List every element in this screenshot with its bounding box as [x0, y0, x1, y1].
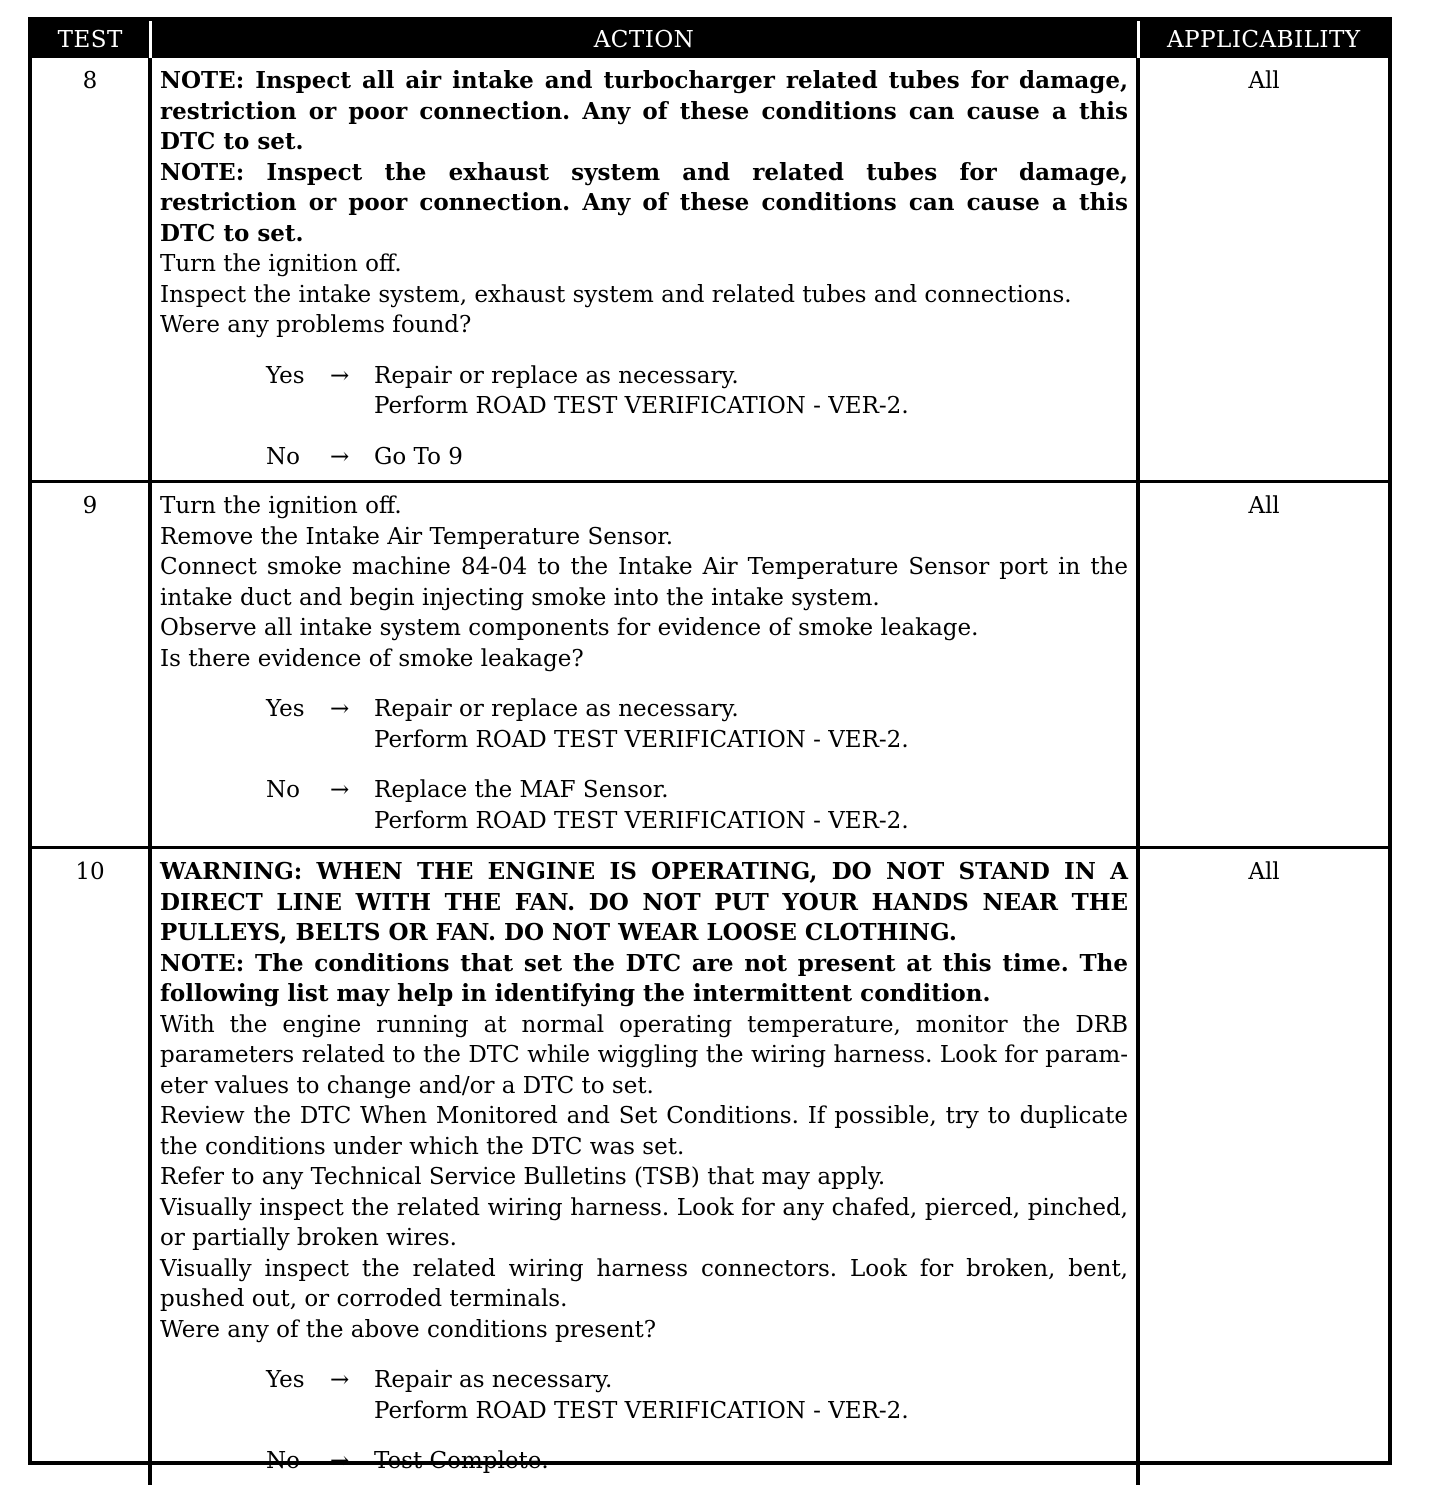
header-applicability: APPLICABILITY: [1138, 21, 1388, 58]
instruction-text: Were any problems found?: [160, 312, 472, 338]
test-number: 9: [32, 482, 150, 848]
result-text: Repair as necessary.: [374, 1367, 613, 1393]
arrow-right-icon: →: [330, 1367, 350, 1393]
yes-branch: [266, 361, 1128, 422]
no-result: [374, 1446, 1128, 1477]
no-result: [374, 442, 1128, 473]
instruction-text: Visually inspect the related wiring harness connectors. Look for broken, bent, pushed out, or corroded terminals.: [160, 1255, 1128, 1312]
test-number: 8: [32, 58, 150, 482]
instruction-text: Inspect the intake system, exhaust system and related tubes and connections.: [160, 281, 1072, 308]
no-branch: [266, 1446, 1128, 1477]
test-table: [32, 21, 1388, 1485]
table-row: [32, 848, 1388, 1485]
no-branch: [266, 775, 1128, 836]
table-row: [32, 482, 1388, 848]
arrow-right-icon: →: [330, 1448, 350, 1474]
note-text: NOTE: The conditions that set the DTC are not present at this time. The following list may help in identifying the intermittent condition.: [160, 949, 1128, 1007]
no-result: [374, 775, 1128, 836]
note-text: WARNING: WHEN THE ENGINE IS OPERATING, DO NOT STAND IN A DIRECT LINE WITH THE FAN. DO NOT PUT YOUR HANDS NEAR THE PULLEYS, BELTS OR FAN. DO NOT WEAR LOOSE CLOTHING.: [160, 858, 1128, 946]
instruction-text: With the engine running at normal operating temperature, monitor the DRB parameters related to the DTC while wiggling the wiring harness. Look for parameter values to change and/or a DTC to set.: [160, 1011, 1128, 1099]
arrow-right-icon: →: [330, 777, 350, 803]
instruction-text: Refer to any Technical Service Bulletins (TSB) that may apply.: [160, 1164, 886, 1190]
table-row: [32, 58, 1388, 482]
yes-label: Yes: [266, 696, 305, 722]
instruction-text: Observe all intake system components for evidence of smoke leakage.: [160, 615, 979, 641]
applicability-value: All: [1248, 859, 1280, 885]
no-label: No: [266, 443, 300, 470]
result-text: Perform ROAD TEST VERIFICATION - VER-2.: [374, 726, 909, 753]
arrow-right-icon: →: [330, 443, 350, 470]
instruction-text: Were any of the above conditions present?: [160, 1316, 657, 1343]
result-text: Perform ROAD TEST VERIFICATION - VER-2.: [374, 1397, 909, 1424]
instruction-text: Turn the ignition off.: [160, 493, 402, 519]
instruction-text: Connect smoke machine 84-04 to the Intake Air Temperature Sensor port in the intake duct and begin injecting smoke into the intake system.: [160, 554, 1128, 611]
action-cell: [150, 482, 1138, 848]
diagnostic-test-table: [28, 17, 1392, 1474]
yes-label: Yes: [266, 362, 305, 389]
result-text: Perform ROAD TEST VERIFICATION - VER-2.: [374, 393, 909, 419]
instruction-text: Visually inspect the related wiring harness. Look for any chafed, pierced, pinched, or partially broken wires.: [160, 1194, 1128, 1251]
applicability-value: All: [1248, 68, 1280, 94]
no-branch: [266, 442, 1128, 473]
yes-result: [374, 694, 1128, 755]
action-cell: [150, 848, 1138, 1485]
arrow-right-icon: →: [330, 696, 350, 722]
action-cell: [150, 58, 1138, 482]
result-text: Go To 9: [374, 443, 463, 470]
result-text: Perform ROAD TEST VERIFICATION - VER-2.: [374, 807, 909, 834]
note-text: NOTE: Inspect the exhaust system and related tubes for damage, restriction or poor connection. Any of these conditions can cause a this DTC to set.: [160, 158, 1128, 247]
instruction-text: Review the DTC When Monitored and Set Conditions. If possible, try to duplicate the conditions under which the DTC was set.: [160, 1103, 1128, 1160]
instruction-text: Is there evidence of smoke leakage?: [160, 645, 584, 672]
arrow-right-icon: →: [330, 362, 350, 389]
yes-result: [374, 361, 1128, 422]
no-label: No: [266, 1448, 300, 1474]
instruction-text: Remove the Intake Air Temperature Sensor.: [160, 523, 674, 550]
yes-branch: [266, 694, 1128, 755]
result-text: Replace the MAF Sensor.: [374, 777, 669, 803]
header-test: TEST: [32, 21, 150, 58]
header-action: ACTION: [150, 21, 1138, 58]
note-text: NOTE: Inspect all air intake and turbocharger related tubes for damage, restriction or poor connection. Any of these conditions can cause a this DTC to set.: [160, 67, 1128, 155]
yes-result: [374, 1365, 1128, 1426]
test-number: 10: [32, 848, 150, 1485]
no-label: No: [266, 777, 300, 803]
instruction-text: Turn the ignition off.: [160, 251, 402, 277]
result-text: Repair or replace as necessary.: [374, 362, 739, 389]
applicability-value: All: [1248, 493, 1280, 519]
table-body: [32, 58, 1388, 1485]
result-text: Repair or replace as necessary.: [374, 696, 739, 722]
yes-branch: [266, 1365, 1128, 1426]
result-text: Test Complete.: [374, 1448, 549, 1474]
table-header-row: [32, 21, 1388, 58]
yes-label: Yes: [266, 1367, 305, 1393]
